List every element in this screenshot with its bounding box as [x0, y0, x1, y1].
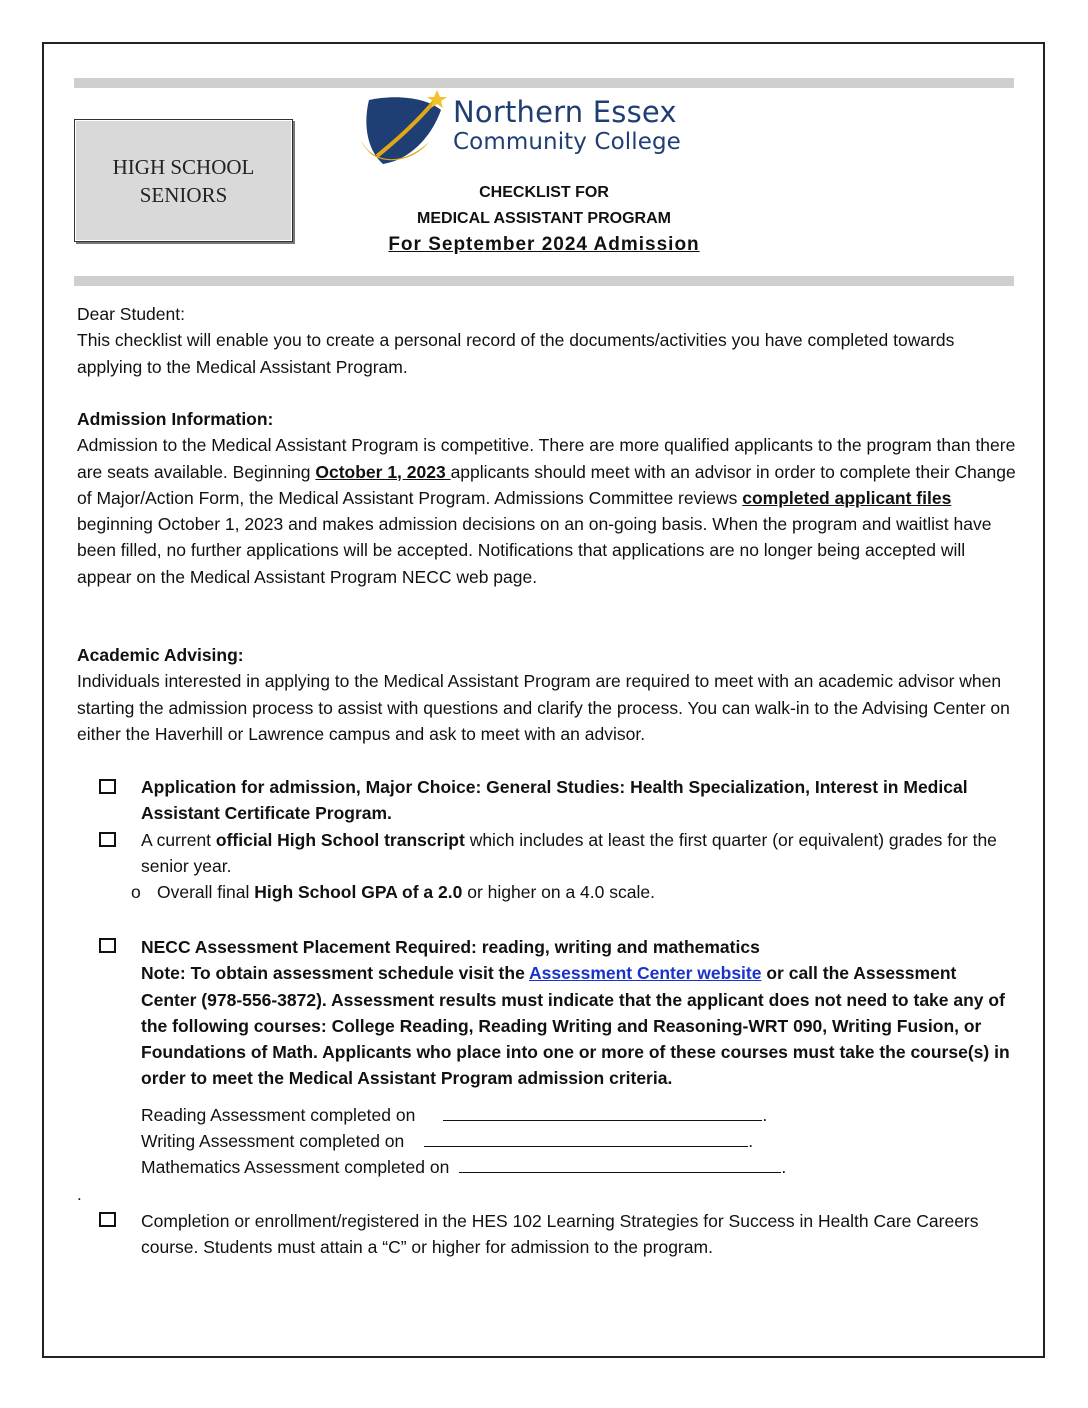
- intro-text: This checklist will enable you to create a personal record of the documents/activities you have completed towards applying to the Medical Assistant Program.: [77, 330, 955, 377]
- math-assessment-date-field[interactable]: [459, 1154, 781, 1173]
- gpa-bold: High School GPA of a 2.0: [254, 882, 463, 902]
- gpa-text-pre: Overall final: [157, 882, 255, 902]
- row-end-period: .: [762, 1105, 768, 1125]
- admission-text-part-2: applicants should meet with an advisor in order to complete their Change of Major/Action Form, the Medical Assistant Program. Admissions Committee reviews: [77, 461, 1016, 508]
- transcript-bold: official High School transcript: [215, 830, 465, 850]
- hes102-checkbox[interactable]: [99, 1212, 116, 1227]
- advising-heading: Academic Advising:: [77, 645, 244, 665]
- application-item: Application for admission, Major Choice: General Studies: Health Specialization, Interest in Medical Assistant Certificate Program.: [141, 777, 968, 824]
- writing-assessment-label: Writing Assessment completed on: [141, 1131, 405, 1151]
- admission-start-date: October 1, 2023: [315, 461, 451, 482]
- transcript-checkbox[interactable]: [99, 832, 116, 847]
- assessment-heading: NECC Assessment Placement Required: reading, writing and mathematics: [141, 937, 760, 957]
- salutation: Dear Student:: [77, 304, 185, 324]
- assessment-note-pre: Note: To obtain assessment schedule visit the: [141, 963, 530, 984]
- top-divider: [74, 78, 1014, 88]
- transcript-item: [141, 827, 1016, 880]
- badge-line-1: HIGH SCHOOL: [112, 154, 255, 179]
- reading-assessment-row: [141, 1102, 767, 1128]
- row-end-period: .: [781, 1157, 787, 1177]
- college-logo: [357, 90, 737, 170]
- logo-wordmark: [453, 95, 681, 155]
- math-assessment-label: Mathematics Assessment completed on: [141, 1157, 450, 1177]
- admission-text-part-1: Admission to the Medical Assistant Program is competitive. There are more qualified applicants to the program than there are seats available. Beginning: [77, 435, 1016, 482]
- hes102-item: Completion or enrollment/registered in the HES 102 Learning Strategies for Success in Health Care Careers course. Students must attain a “C” or higher for admission to the program.: [141, 1211, 979, 1258]
- admission-text: [77, 432, 1017, 590]
- application-checkbox[interactable]: [99, 779, 116, 794]
- intro-section: [77, 301, 1017, 380]
- advising-text: Individuals interested in applying to the Medical Assistant Program are required to meet with an academic advisor when starting the admission process to assist with questions and clarify the process. You can walk-in to the Advising Center on either the Haverhill or Lawrence campus and ask to meet with an advisor.: [77, 671, 1010, 744]
- assessment-item: [141, 934, 1016, 1092]
- gpa-text-post: or higher on a 4.0 scale.: [462, 882, 655, 902]
- bottom-divider: [74, 276, 1014, 286]
- assessment-note-post: or call the Assessment Center (978-556-3872). Assessment results must indicate that the applicant does not need to take any of the following courses: College Reading, Reading Writing and Reasoning-WRT 090, Writing Fusion, or Foundations of Math. Applicants who place into one or more of these courses must take the course(s) in order to meet the Medical Assistant Program admission criteria.: [141, 963, 1010, 1089]
- high-school-seniors-badge: [74, 119, 293, 242]
- admission-term-title: For September 2024 Admission: [388, 234, 700, 255]
- gpa-subitem: [131, 879, 1001, 905]
- logo-emblem-icon: [357, 90, 449, 168]
- transcript-text-post: which includes at least the first quarter (or equivalent) grades for the senior year.: [141, 830, 997, 877]
- bullet-icon: o: [131, 882, 141, 902]
- logo-name-line-1: Northern Essex: [453, 95, 677, 129]
- checklist-title: CHECKLIST FOR: [479, 184, 609, 201]
- assessment-note: [141, 960, 1016, 1091]
- assessment-checkbox[interactable]: [99, 938, 116, 953]
- reading-assessment-date-field[interactable]: [443, 1102, 762, 1121]
- writing-assessment-row: [141, 1128, 753, 1154]
- admission-heading: Admission Information:: [77, 409, 274, 429]
- stray-mark: .: [77, 1185, 82, 1204]
- reading-assessment-label: Reading Assessment completed on: [141, 1105, 416, 1125]
- logo-name-line-2: Community College: [453, 129, 681, 155]
- admission-section: [77, 406, 1017, 590]
- advising-section: [77, 642, 1017, 747]
- writing-assessment-date-field[interactable]: [424, 1128, 748, 1147]
- assessment-center-link[interactable]: Assessment Center website: [529, 963, 762, 984]
- completed-applicant-files: completed applicant files: [742, 487, 952, 508]
- row-end-period: .: [748, 1131, 754, 1151]
- program-title: MEDICAL ASSISTANT PROGRAM: [417, 210, 671, 227]
- transcript-text-pre: A current: [141, 830, 216, 850]
- badge-line-2: SENIORS: [139, 182, 228, 207]
- admission-text-part-3: beginning October 1, 2023 and makes admission decisions on an on-going basis. When the program and waitlist have been filled, no further applications will be accepted. Notifications that applications are no longer being accepted will appear on the Medical Assistant Program NECC web page.: [77, 514, 992, 587]
- math-assessment-row: [141, 1154, 786, 1180]
